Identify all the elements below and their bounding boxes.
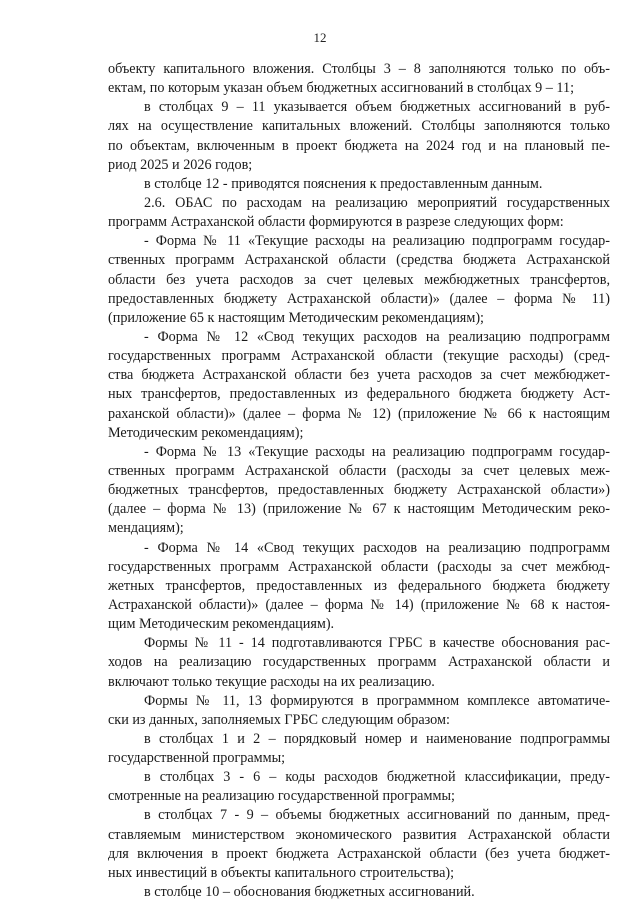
document-body bbox=[108, 60, 610, 902]
text-line: смотренные на реализацию государственной программы; bbox=[108, 788, 455, 805]
text-line: в столбцах 7 - 9 – объемы бюджетных ассигнований по данным, пред- bbox=[144, 807, 610, 824]
text-line: в столбце 12 - приводятся пояснения к предоставленным данным. bbox=[144, 175, 543, 192]
text-line: государственной программы; bbox=[108, 750, 286, 767]
text-line: ектам, по которым указан объем бюджетных ассигнований в столбцах 9 – 11; bbox=[108, 80, 575, 97]
text-line: в столбцах 3 - 6 – коды расходов бюджетной классификации, преду- bbox=[144, 769, 610, 786]
text-line: - Форма № 12 «Свод текущих расходов на реализацию подпрограмм bbox=[144, 328, 610, 345]
text-line: Методическим рекомендациям); bbox=[108, 424, 304, 441]
text-line: по объектам, включенным в проект бюджета на 2024 год и на плановый пе- bbox=[108, 137, 610, 154]
text-line: программ Астраханской области формируются в разрезе следующих форм: bbox=[108, 214, 564, 231]
text-line: мендациям); bbox=[108, 520, 184, 537]
text-line: в столбцах 1 и 2 – порядковый номер и наименование подпрограммы bbox=[144, 730, 610, 747]
text-line: лях на осуществление капитальных вложений. Столбцы заполняются только bbox=[108, 118, 610, 135]
text-line: ных инвестиций в объекты капитального строительства); bbox=[108, 864, 455, 881]
page-number: 12 bbox=[313, 30, 327, 45]
text-line: ски из данных, заполняемых ГРБС следующим образом: bbox=[108, 711, 450, 728]
text-line: области без учета расходов за счет целевых межбюджетных трансфертов, bbox=[108, 271, 610, 288]
text-line: включают только текущие расходы на их реализацию. bbox=[108, 673, 435, 690]
text-line: щим Методическим рекомендациям). bbox=[108, 616, 335, 633]
text-line: объекту капитального вложения. Столбцы 3 – 8 заполняются только по объ- bbox=[108, 61, 610, 77]
text-line: государственных программ Астраханской области (расходы за счет межбюд- bbox=[108, 558, 610, 575]
text-line: ственных программ Астраханской области (средства бюджета Астраханской bbox=[108, 252, 610, 269]
text-line: ственных программ Астраханской области (расходы за счет целевых меж- bbox=[108, 462, 610, 479]
text-line: 2.6. ОБАС по расходам на реализацию мероприятий государственных bbox=[144, 194, 610, 211]
text-line: Формы № 11 - 14 подготавливаются ГРБС в качестве обоснования рас- bbox=[144, 635, 610, 652]
text-line: жетных трансфертов, предоставленных из федерального бюджета бюджету bbox=[108, 577, 610, 594]
text-line: ходов на реализацию государственных программ Астраханской области и bbox=[108, 654, 610, 671]
text-line: государственных программ Астраханской области (текущие расходы) (сред- bbox=[108, 348, 610, 365]
text-line: (приложение 65 к настоящим Методическим рекомендациям); bbox=[108, 309, 484, 326]
text-line: в столбце 10 – обоснования бюджетных ассигнований. bbox=[144, 884, 475, 901]
text-line: ставляемым министерством экономического развития Астраханской области bbox=[108, 826, 610, 843]
text-line: ных трансфертов, предоставленных из федерального бюджета бюджету Аст- bbox=[108, 386, 610, 403]
text-line: Астраханской области)» (далее – форма № 14) (приложение № 68 к настоя- bbox=[108, 596, 610, 613]
text-line: риод 2025 и 2026 годов; bbox=[108, 156, 253, 173]
text-line: - Форма № 11 «Текущие расходы на реализацию подпрограмм государ- bbox=[144, 233, 610, 250]
text-line: - Форма № 13 «Текущие расходы на реализацию подпрограмм государ- bbox=[144, 443, 610, 460]
text-line: бюджетных трансфертов, предоставленных бюджету Астраханской области») bbox=[108, 482, 610, 499]
text-line: раханской области)» (далее – форма № 12) (приложение № 66 к настоящим bbox=[108, 405, 610, 422]
text-line: для включения в проект бюджета Астраханской области (без учета бюджет- bbox=[108, 845, 610, 862]
text-line: предоставленных бюджету Астраханской области)» (далее – форма № 11) bbox=[108, 290, 610, 307]
text-line: ства бюджета Астраханской области без учета расходов за счет межбюджет- bbox=[108, 367, 610, 384]
text-line: Формы № 11, 13 формируются в программном комплексе автоматиче- bbox=[144, 692, 610, 709]
text-line: в столбцах 9 – 11 указывается объем бюджетных ассигнований в руб- bbox=[144, 99, 610, 116]
text-line: - Форма № 14 «Свод текущих расходов на реализацию подпрограмм bbox=[144, 539, 610, 556]
text-line: (далее – форма № 13) (приложение № 67 к настоящим Методическим реко- bbox=[108, 501, 610, 518]
